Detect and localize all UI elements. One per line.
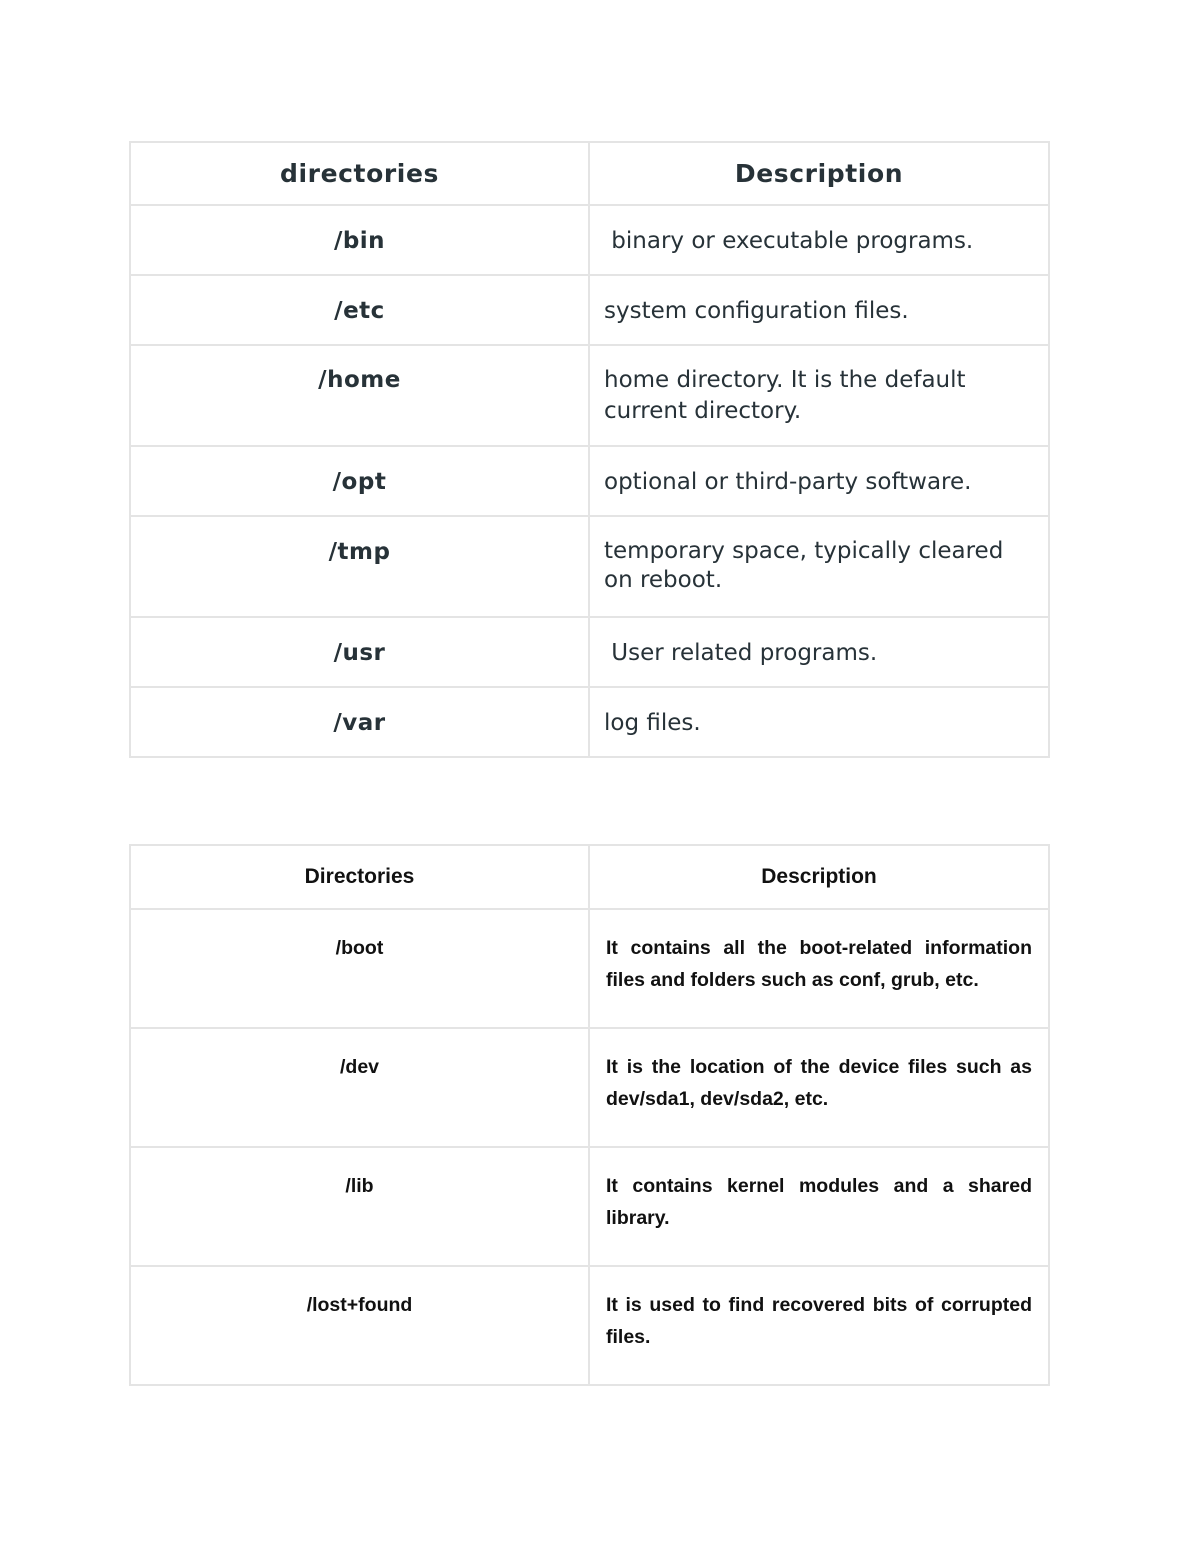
- directory-cell: /boot: [130, 909, 589, 1028]
- description-cell: log files.: [589, 687, 1049, 757]
- description-cell: binary or executable programs.: [589, 205, 1049, 275]
- description-cell: It contains kernel modules and a shared library.: [589, 1147, 1049, 1266]
- directory-cell: /home: [130, 345, 589, 446]
- directories-table-2: [129, 844, 1050, 1386]
- description-cell: It is the location of the device files such as dev/sda1, dev/sda2, etc.: [589, 1028, 1049, 1147]
- column-header-directories: directories: [130, 142, 589, 205]
- table-row: [130, 516, 1049, 617]
- table-row: [130, 345, 1049, 446]
- directory-cell: /lib: [130, 1147, 589, 1266]
- table-row: [130, 1028, 1049, 1147]
- directory-cell: /bin: [130, 205, 589, 275]
- column-header-description: Description: [589, 845, 1049, 909]
- directory-cell: /usr: [130, 617, 589, 687]
- directory-cell: /lost+found: [130, 1266, 589, 1385]
- description-cell: It is used to find recovered bits of corrupted files.: [589, 1266, 1049, 1385]
- table-row: [130, 617, 1049, 687]
- table-header-row: [130, 142, 1049, 205]
- table-row: [130, 1147, 1049, 1266]
- directories-table-1: [129, 141, 1050, 758]
- description-cell: system configuration files.: [589, 275, 1049, 345]
- column-header-description: Description: [589, 142, 1049, 205]
- table-row: [130, 1266, 1049, 1385]
- table-row: [130, 909, 1049, 1028]
- table-header-row: [130, 845, 1049, 909]
- column-header-directories: Directories: [130, 845, 589, 909]
- table-row: [130, 687, 1049, 757]
- directory-cell: /opt: [130, 446, 589, 516]
- directory-cell: /dev: [130, 1028, 589, 1147]
- description-cell: User related programs.: [589, 617, 1049, 687]
- description-cell: home directory. It is the default current directory.: [589, 345, 1049, 446]
- description-cell: optional or third-party software.: [589, 446, 1049, 516]
- directory-cell: /etc: [130, 275, 589, 345]
- directory-cell: /var: [130, 687, 589, 757]
- table-row: [130, 446, 1049, 516]
- table-row: [130, 205, 1049, 275]
- directory-cell: /tmp: [130, 516, 589, 617]
- description-cell: temporary space, typically cleared on reboot.: [589, 516, 1049, 617]
- description-cell: It contains all the boot-related information files and folders such as conf, grub, etc.: [589, 909, 1049, 1028]
- table-row: [130, 275, 1049, 345]
